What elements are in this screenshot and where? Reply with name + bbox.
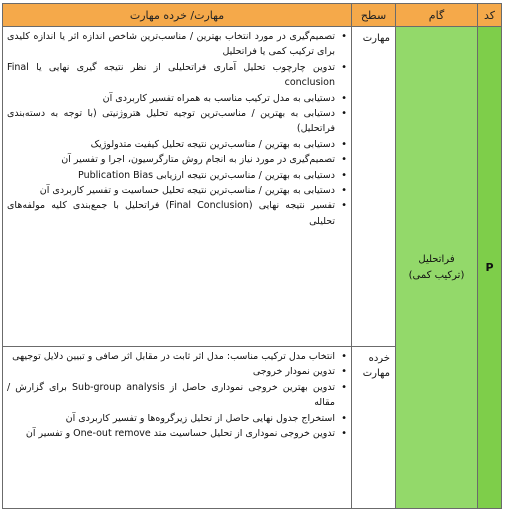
list-item: • تدوین چارچوب تحلیل آماری فراتحلیلی از نظر نتیجه گیری نهایی یا Final conclusion xyxy=(7,61,347,89)
header-skills: مهارت/ خرده مهارت xyxy=(3,4,352,27)
bullet-icon: • xyxy=(341,31,347,42)
bullet-icon: • xyxy=(341,108,347,120)
code-cell: P xyxy=(478,27,502,509)
list-item: • تصمیم‌گیری در مورد نیاز به انجام روش متارگرسیون، اجرا و تفسیر آن xyxy=(7,152,347,167)
list-item: • استخراج جدول نهایی حاصل از تحلیل زیرگروه‌ها و تفسیر کاربردی آن xyxy=(7,411,347,426)
list-item: • دستیابی به بهترین / مناسب‌ترین نتیجه تحلیل کیفیت متدولوژیک xyxy=(7,137,347,152)
list-item: • دستیابی به بهترین / مناسب‌ترین توجیه تحلیل هتروژنیتی (با توجه به دسته‌بندی فراتحلیل) xyxy=(7,108,347,135)
bullet-icon: • xyxy=(341,200,347,212)
list-item: • دستیابی به بهترین / مناسب‌ترین نتیجه ارزیابی Publication Bias xyxy=(7,168,347,183)
bullet-icon: • xyxy=(341,351,347,362)
list-item: • تدوین نمودار خروجی xyxy=(7,364,347,379)
step-subtitle: (ترکیب کمی) xyxy=(408,269,465,281)
skills-table xyxy=(2,3,502,509)
list-item: • تفسیر نتیجه نهایی (Final Conclusion) فراتحلیل با جمع‌بندی کلیه مولفه‌های تحلیلی xyxy=(7,200,347,227)
skill-list xyxy=(7,29,347,229)
skill-list xyxy=(7,349,347,441)
list-item: • تدوین بهترین خروجی نموداری حاصل از Sub-group analysis برای گزارش / مقاله xyxy=(7,381,347,409)
table-row xyxy=(3,27,502,347)
level-cell: مهارت xyxy=(352,27,396,347)
bullet-icon: • xyxy=(341,428,347,440)
list-item: • دستیابی به مدل ترکیب مناسب به همراه تفسیر کاربردی آن xyxy=(7,91,347,106)
bullet-icon: • xyxy=(341,366,347,378)
step-cell xyxy=(396,27,478,509)
list-item: • تصمیم‌گیری در مورد انتخاب بهترین / مناسب‌ترین شاخص اندازه اثر یا اندازه کلیدی برای ترکیب کمی یا فراتحلیل xyxy=(7,31,347,58)
skills-cell xyxy=(3,27,352,347)
bullet-icon: • xyxy=(341,61,347,73)
bullet-icon: • xyxy=(341,138,347,150)
header-level: سطح xyxy=(352,4,396,27)
step-name: فراتحلیل xyxy=(418,253,455,265)
bullet-icon: • xyxy=(341,185,347,197)
list-item: • تدوین خروجی نموداری از تحلیل حساسیت متد One-out remove و تفسیر آن xyxy=(7,426,347,441)
bullet-icon: • xyxy=(341,169,347,181)
bullet-icon: • xyxy=(341,412,347,424)
bullet-icon: • xyxy=(341,381,347,393)
skills-cell xyxy=(3,347,352,509)
header-row xyxy=(3,4,502,27)
header-code: کد xyxy=(478,4,502,27)
header-step: گام xyxy=(396,4,478,27)
list-item: • انتخاب مدل ترکیب مناسب: مدل اثر ثابت در مقابل اثر صافی و تبیین دلایل توجیهی xyxy=(7,349,347,364)
level-cell: خرده مهارت xyxy=(352,347,396,509)
bullet-icon: • xyxy=(341,154,347,166)
bullet-icon: • xyxy=(341,92,347,104)
list-item: • دستیابی به بهترین / مناسب‌ترین نتیجه تحلیل حساسیت و تفسیر کاربردی آن xyxy=(7,183,347,198)
